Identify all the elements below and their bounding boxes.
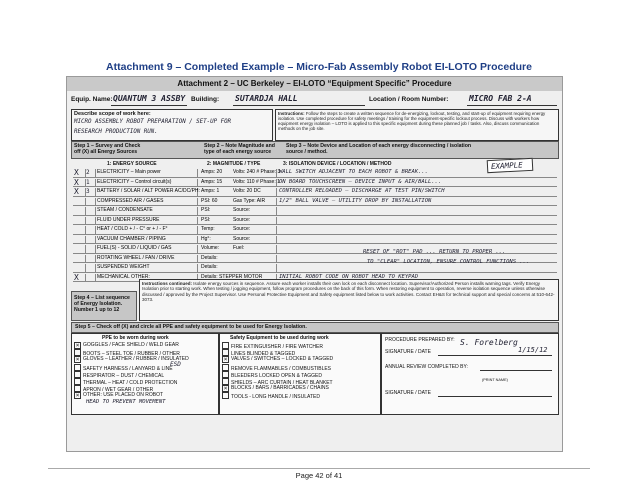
signature-value: S. Forelberg — [460, 338, 518, 347]
magnitude-detail: Source: — [233, 235, 251, 242]
magnitude-label: Amps: 15 — [201, 178, 223, 185]
magnitude-label: Temp: — [201, 226, 215, 232]
energy-source-label: ROTATING WHEEL / FAN / DRIVE — [97, 254, 175, 261]
step2-label: Step 2 – Note Magnitude and type of each energy source — [204, 143, 275, 155]
step5-bar — [71, 322, 559, 333]
location-label: Location / Room Number: — [369, 96, 449, 103]
magnitude-label: Details: — [201, 254, 218, 261]
handwritten-note-mid: TO "CLEAR" LOCATION, ENSURE CONTROL FUNCTIONS ... — [367, 259, 530, 265]
table-row — [73, 226, 557, 235]
date-value: 1/15/12 — [518, 346, 548, 354]
table-row — [73, 198, 557, 207]
page-number: Page 42 of 41 — [295, 471, 343, 480]
safety-box — [219, 333, 381, 415]
scope-box — [71, 109, 273, 141]
col-energy-source: 1: ENERGY SOURCE — [107, 161, 157, 167]
isolation-method: CONTROLLER RELOADED – DISCHARGE AT TEST PIN/SWITCH — [279, 188, 445, 194]
instructions-text: Follow the steps to create a written sequence for de-energizing, lockout, testing, and start-up of equipment requiring energy isolation. Use completed procedure for safety meetings / training for the equipment-specific lockout process. Discuss with workers how equipment energy isolation – LOTO is applied to this specific equipment during these planned job / tasks. Also, discuss communication methods on the job site. — [278, 111, 546, 131]
safety-item: REMOVE FLAMMABLES / COMBUSTIBLES — [222, 364, 331, 372]
magnitude-detail: Source: — [233, 207, 251, 213]
step4-box — [71, 291, 137, 321]
safety-item: SHIELDS – ARC CURTAIN / HEAT BLANKET — [222, 378, 333, 386]
energy-source-label: COMPRESSED AIR / GASES — [97, 197, 164, 204]
isolation-method: 1/2" BALL VALVE – UTILITY DROP BY INSTALLATION — [279, 197, 432, 204]
energy-source-label: VACUUM CHAMBER / PIPING — [97, 235, 166, 242]
row-sequence-number: 1 — [86, 178, 90, 186]
instructions-label: Instructions: — [278, 111, 305, 116]
signature-date-label: SIGNATURE / DATE — [385, 349, 431, 355]
building-value: SUTARDJA HALL — [235, 94, 298, 103]
energy-source-label: FLUID UNDER PRESSURE — [97, 216, 160, 223]
footer-rule — [48, 468, 590, 469]
magnitude-detail: Fuel: — [233, 245, 245, 251]
safety-heading: Safety Equipment to be used during work — [230, 335, 329, 341]
magnitude-label: Amps: 1 — [201, 188, 220, 194]
magnitude-detail: Gas Type: AIR — [233, 197, 266, 204]
scope-line-1: MICRO ASSEMBLY ROBOT PREPARATION / SET-UP FOR — [74, 119, 232, 125]
energy-source-label: ELECTRICITY – Main power — [97, 169, 161, 175]
safety-item: LINES BLINDED & TAGGED — [222, 349, 295, 357]
page-title: Attachment 9 – Completed Example – Micro-Fab Assembly Robot EI-LOTO Procedure — [106, 61, 532, 73]
energy-source-label: SUSPENDED WEIGHT — [97, 264, 150, 270]
table-row — [73, 236, 557, 245]
location-value: MICRO FAB 2-A — [469, 94, 532, 103]
table-row — [73, 264, 557, 273]
ppe-item: THERMAL – HEAT / COLD PROTECTION — [74, 378, 177, 386]
magnitude-detail: Volts: 240 # Phase: 3 — [233, 169, 281, 175]
annual-review-label: ANNUAL REVIEW COMPLETED BY: — [385, 364, 468, 370]
isolation-method: INITIAL ROBOT CODE ON ROBOT HEAD TO KEYPAD — [279, 273, 419, 280]
energy-source-label: BATTERY / SOLAR / ALT POWER AC/DC/PH: — [97, 188, 200, 194]
safety-item: TOOLS - LONG HANDLE / INSULATED — [222, 392, 320, 400]
step5-label: Step 5 – Check off (X) and circle all PPE and safety equipment to be used for Energy Isolation. — [75, 324, 307, 330]
example-text: EXAMPLE — [490, 160, 523, 171]
col-isolation: 3: ISOLATION DEVICE / LOCATION / METHOD — [283, 161, 392, 167]
instructions-continued-box — [139, 279, 559, 321]
procedure-prepared-label: PROCEDURE PREPARED BY: — [385, 337, 455, 343]
instructions-continued-text: Isolate energy sources in sequence. Assure each worker installs their own lock on each disconnect location. Supervisor/Authorized Person installs warning tags. Verify Energy Isolation prior to starting work. When testing / jogging equipment, follow program procedures on the back of this form. When restoring equipment to operation, reverse isolation sequence unless otherwise discussed / approved by the Project Supervisor. Use Personal Protective Equipment and Safety equipment listed below to work activities. Contact EH&S for technical support and special concerns at 510-642-3073. — [142, 281, 555, 303]
row-check-mark: X — [74, 187, 79, 196]
ppe-item: BOOTS – STEEL TOE / RUBBER / OTHER — [74, 349, 180, 357]
loto-form — [66, 76, 563, 452]
magnitude-label: Details: — [201, 264, 218, 270]
safety-item: BLEEDERS LOCKED OPEN & TAGGED — [222, 371, 322, 379]
equip-value: QUANTUM 3 ASSBY — [113, 94, 186, 103]
safety-item: × BLOCKS / BARS / BARRICADES / CHAINS — [223, 385, 329, 393]
ppe-item: SAFETY HARNESS / LANYARD & LINE — [74, 364, 173, 372]
magnitude-detail: Volts: 110 # Phase: 1 — [233, 178, 280, 185]
ppe-heading: PPE to be worn during work — [102, 335, 169, 341]
signature-box — [381, 333, 559, 415]
magnitude-detail: Source: — [233, 226, 251, 232]
table-row — [73, 217, 557, 226]
steps-header — [71, 141, 559, 159]
table-row — [73, 179, 557, 188]
ppe-item: × GOGGLES / FACE SHIELD / WELD GEAR — [75, 342, 179, 349]
magnitude-label: PSI: — [201, 216, 211, 223]
magnitude-label: Hg°: — [201, 235, 211, 242]
ppe-item: APRON / WET GEAR / OTHER — [74, 385, 153, 393]
energy-source-label: ELECTRICITY – Control circuit(s) — [97, 178, 172, 185]
esd-note: ESD — [170, 361, 181, 368]
step4-label: Step 4 – List sequence of Energy Isolation. Number 1 up to 12 — [74, 295, 130, 313]
ppe-item: RESPIRATOR – DUST / CHEMICAL — [74, 371, 164, 379]
safety-item: FIRE EXTINGUISHER / FIRE WATCHER — [222, 342, 323, 350]
signature-date2-label: SIGNATURE / DATE — [385, 390, 431, 396]
isolation-method: WALL SWITCH ADJACENT TO EACH ROBOT & BREAK... — [279, 169, 429, 175]
energy-source-label: STEAM / CONDENSATE — [97, 207, 153, 213]
equip-label: Equip. Name: — [71, 96, 113, 103]
ppe-handwritten-note: HEAD TO PREVENT MOVEMENT — [86, 399, 166, 405]
ppe-box — [71, 333, 219, 415]
table-row — [73, 207, 557, 216]
form-header: Attachment 2 – UC Berkeley – EI-LOTO “Equipment Specific” Procedure — [67, 77, 562, 91]
table-row — [73, 188, 557, 197]
energy-source-label: MECHANICAL OTHER: — [97, 273, 150, 280]
row-check-mark: X — [74, 272, 79, 282]
instructions-continued-label: Instructions continued: — [142, 281, 192, 286]
row-check-mark: X — [74, 168, 79, 177]
building-label: Building: — [191, 96, 220, 103]
energy-source-label: HEAT / COLD + / - C° or + / - F° — [97, 226, 168, 232]
step1-label: Step 1 – Survey and Check off (X) all Energy Sources — [74, 143, 141, 155]
instructions-box — [275, 109, 559, 141]
handwritten-note-top: RESET OF "ROT" PAD ... RETURN TO PROPER ... — [363, 249, 506, 255]
magnitude-label: Details: STEPPER MOTOR — [201, 273, 263, 280]
ppe-item: × OTHER: USE PLACED ON ROBOT — [75, 392, 164, 400]
table-row — [73, 169, 557, 178]
magnitude-label: PSI: 60 — [201, 197, 218, 204]
energy-source-label: FUEL(S) - SOLID / LIQUID / GAS — [97, 245, 172, 251]
col-magnitude: 2: MAGNITUDE / TYPE — [207, 161, 261, 167]
scope-line-2: RESEARCH PRODUCTION RUN. — [74, 129, 158, 135]
print-name-label: (PRINT NAME) — [482, 378, 508, 382]
scope-label: Describe scope of work here: — [74, 111, 151, 117]
isolation-method: ON BOARD TOUCHSCREEN – DEVICE INPUT & AIR/BALL... — [279, 178, 442, 185]
row-sequence-number: 3 — [86, 188, 90, 195]
step3-label: Step 3 – Note Device and Location of each energy disconnecting / isolation source / method. — [286, 143, 472, 155]
magnitude-detail: Source: — [233, 216, 251, 223]
row-sequence-number: 2 — [86, 169, 90, 176]
safety-item: × VALVES / SWITCHES – LOCKED & TAGGED — [223, 356, 334, 364]
ppe-item: × GLOVES – LEATHER / RUBBER / INSULATED — [75, 356, 189, 364]
equipment-row — [69, 93, 560, 107]
magnitude-label: Volume: — [201, 245, 220, 251]
row-check-mark: X — [74, 177, 79, 187]
magnitude-detail: Volts: 20 DC — [233, 188, 261, 194]
magnitude-label: Amps: 20 — [201, 169, 223, 175]
magnitude-label: PSI: — [201, 207, 211, 213]
